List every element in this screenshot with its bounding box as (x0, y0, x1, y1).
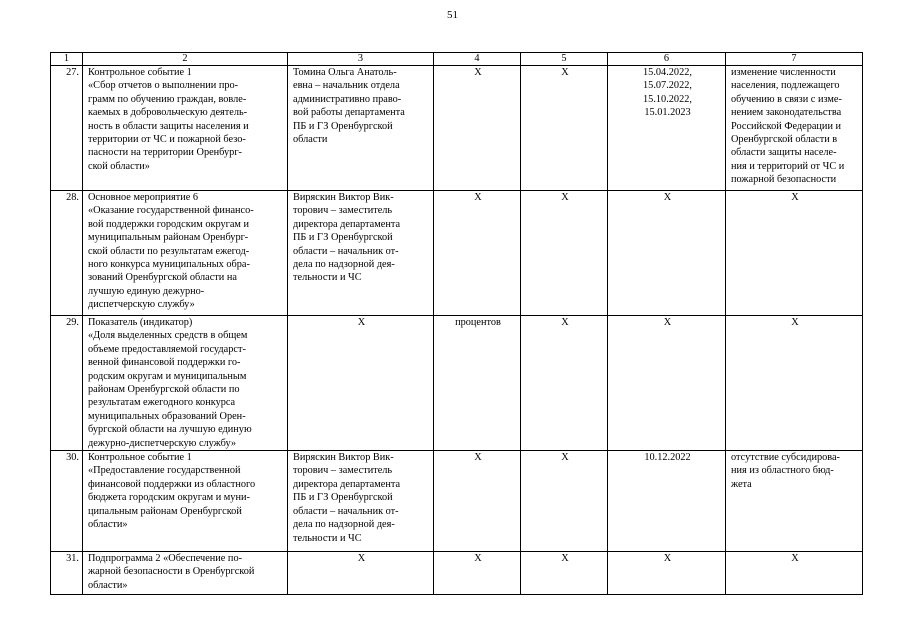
responsible-line: Томина Ольга Анатоль- (293, 67, 397, 78)
name-line: каемых в добровольческую деятель- (88, 107, 248, 119)
table-row (51, 316, 863, 451)
date-line: 15.10.2022, (643, 93, 692, 105)
responsible-line: Х (357, 553, 366, 565)
responsible-cell (288, 191, 434, 316)
name-line: диспетчерскую службу» (88, 299, 195, 311)
result-line: пожарной безопасности (731, 174, 837, 186)
unit-cell: Х (434, 191, 521, 316)
column5-cell: Х (521, 316, 608, 451)
responsible-line: вой работы департамента (293, 107, 405, 119)
dates-cell (608, 66, 726, 191)
dates-cell (608, 552, 726, 595)
name-line: пасности на территории Оренбург- (88, 147, 242, 159)
column-header: 3 (288, 53, 434, 66)
name-line: ципальным районам Оренбургской (88, 505, 242, 517)
date-line: Х (663, 553, 672, 565)
result-line: Оренбургской области в (731, 134, 838, 146)
responsible-line: области – начальник от- (293, 505, 399, 517)
name-cell (83, 66, 288, 191)
column-header: 1 (51, 53, 83, 66)
column-number-row (51, 53, 863, 66)
name-line: ской области по результатам ежегод- (88, 245, 250, 257)
column5-cell: Х (521, 191, 608, 316)
result-line: области защиты населе- (731, 147, 837, 159)
name-line: Основное мероприятие 6 (88, 192, 199, 203)
name-line: Контрольное событие 1 (88, 452, 192, 464)
name-line: бургской области на лучшую единую (88, 424, 252, 436)
unit-cell: Х (434, 451, 521, 552)
name-line: муниципальных образований Орен- (88, 410, 246, 422)
responsible-line: директора департамента (293, 478, 401, 490)
row-number-cell: 28. (51, 191, 83, 316)
responsible-line: тельности и ЧС (293, 272, 362, 284)
dates-cell (608, 191, 726, 316)
name-line: ного конкурса муниципальных обра- (88, 259, 250, 271)
table-row (51, 191, 863, 316)
name-line: районам Оренбургской области по (88, 384, 240, 396)
column5-cell: Х (521, 451, 608, 552)
name-line: области» (88, 519, 128, 531)
responsible-line: области – начальник от- (293, 245, 399, 257)
result-line: Российской Федерации и (731, 120, 842, 132)
responsible-line: дела по надзорной дея- (293, 519, 395, 531)
responsible-line: ПБ и ГЗ Оренбургской (293, 492, 393, 504)
responsible-cell (288, 552, 434, 595)
date-line: Х (663, 317, 672, 328)
name-line: Подпрограмма 2 «Обеспечение по- (88, 553, 243, 565)
result-line: населения, подлежащего (731, 80, 840, 92)
name-line: бюджета городским округам и муни- (88, 492, 250, 504)
responsible-cell (288, 66, 434, 191)
result-line: Х (791, 553, 799, 565)
unit-cell: процентов (434, 316, 521, 451)
row-number-cell: 30. (51, 451, 83, 552)
responsible-line: Х (357, 317, 366, 328)
table-row (51, 552, 863, 595)
result-line: изменение численности (731, 67, 836, 78)
result-cell (726, 316, 863, 451)
column-header: 4 (434, 53, 521, 66)
table-row (51, 66, 863, 191)
result-line: отсутствие субсидирова- (731, 452, 840, 464)
page-number: 51 (447, 9, 458, 21)
name-line: венной финансовой поддержки го- (88, 357, 241, 369)
name-cell (83, 316, 288, 451)
row-number-cell: 27. (51, 66, 83, 191)
date-line: 10.12.2022 (644, 452, 691, 464)
name-line: муниципальным районам Оренбург- (88, 232, 249, 244)
responsible-line: Виряскин Виктор Вик- (293, 452, 394, 464)
result-cell (726, 552, 863, 595)
name-line: грамм по обучению граждан, вовле- (88, 93, 247, 105)
result-line: Х (791, 192, 799, 203)
name-line: лучшую единую дежурно- (88, 285, 205, 297)
dates-cell (608, 316, 726, 451)
name-cell (83, 451, 288, 552)
name-line: дежурно-диспетчерскую службу» (88, 437, 237, 449)
result-line: нением законодательства (731, 107, 842, 119)
responsible-line: ПБ и ГЗ Оренбургской (293, 120, 393, 132)
name-line: объеме предоставляемой государст- (88, 343, 246, 355)
name-cell (83, 191, 288, 316)
unit-cell: Х (434, 66, 521, 191)
responsible-line: области (293, 134, 328, 146)
name-line: вой поддержки городским округам и (88, 218, 250, 230)
responsible-cell (288, 451, 434, 552)
name-line: «Доля выделенных средств в общем (88, 330, 248, 342)
responsible-line: торович – заместитель (293, 465, 393, 477)
name-line: Контрольное событие 1 (88, 67, 192, 78)
name-line: ность в области защиты населения и (88, 120, 249, 132)
responsible-line: евна – начальник отдела (293, 80, 400, 92)
responsible-cell (288, 316, 434, 451)
result-cell (726, 191, 863, 316)
name-line: «Оказание государственной финансо- (88, 205, 254, 217)
name-line: «Сбор отчетов о выполнении про- (88, 80, 239, 92)
column5-cell: Х (521, 66, 608, 191)
row-number-cell: 31. (51, 552, 83, 595)
date-line: 15.01.2023 (644, 107, 691, 119)
column-header: 2 (83, 53, 288, 66)
column-header: 6 (608, 53, 726, 66)
column-header: 7 (726, 53, 863, 66)
name-line: Показатель (индикатор) (88, 317, 193, 328)
name-line: результатам ежегодного конкурса (88, 397, 236, 409)
responsible-line: директора департамента (293, 218, 401, 230)
date-line: Х (663, 192, 672, 203)
result-line: ния из областного бюд- (731, 465, 834, 477)
table-row (51, 451, 863, 552)
responsible-line: дела по надзорной дея- (293, 259, 395, 271)
name-line: области» (88, 579, 128, 591)
responsible-line: Виряскин Виктор Вик- (293, 192, 394, 203)
name-cell (83, 552, 288, 595)
column5-cell: Х (521, 552, 608, 595)
result-line: Х (791, 317, 799, 328)
result-cell (726, 66, 863, 191)
name-line: жарной безопасности в Оренбургской (88, 566, 255, 578)
responsible-line: тельности и ЧС (293, 532, 362, 544)
activities-table (50, 52, 863, 595)
unit-cell: Х (434, 552, 521, 595)
name-line: зований Оренбургской области на (88, 272, 237, 284)
name-line: «Предоставление государственной (88, 465, 241, 477)
responsible-line: ПБ и ГЗ Оренбургской (293, 232, 393, 244)
responsible-line: административно право- (293, 93, 402, 105)
name-line: финансовой поддержки из областного (88, 478, 256, 490)
column-header: 5 (521, 53, 608, 66)
date-line: 15.04.2022, (643, 67, 692, 78)
name-line: территории от ЧС и пожарной безо- (88, 134, 246, 146)
result-cell (726, 451, 863, 552)
responsible-line: торович – заместитель (293, 205, 393, 217)
name-line: ской области» (88, 160, 150, 172)
row-number-cell: 29. (51, 316, 83, 451)
result-line: жета (731, 478, 752, 490)
name-line: родским округам и муниципальным (88, 370, 247, 382)
result-line: обучению в связи с изме- (731, 93, 842, 105)
date-line: 15.07.2022, (643, 80, 692, 92)
result-line: ния и территорий от ЧС и (731, 160, 845, 172)
dates-cell (608, 451, 726, 552)
